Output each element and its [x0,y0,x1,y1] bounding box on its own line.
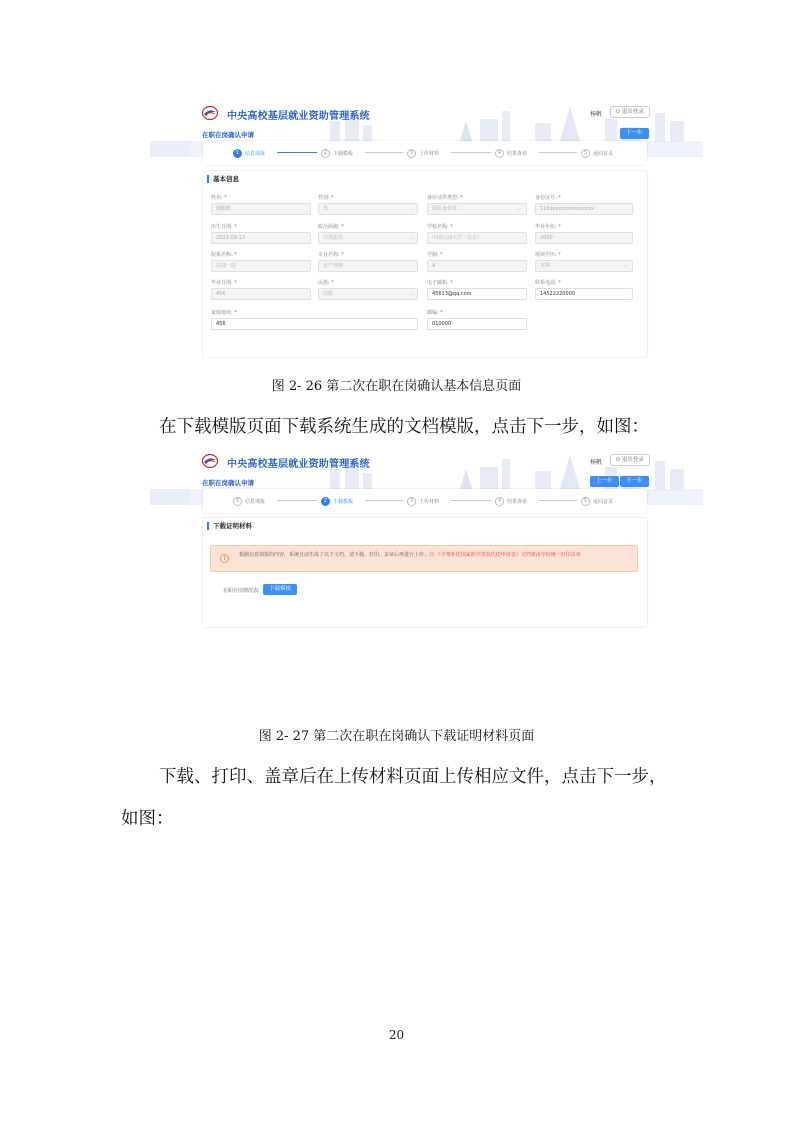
field-label: 联系电话: * [535,280,561,286]
section-title: 基本信息 [207,175,239,183]
figure-2-screenshot [150,449,703,711]
field-label: 院系名称: * [211,252,237,258]
chevron-down-icon: ⌄ [408,235,413,241]
field-input[interactable]: 居民身份证 ⌄ [427,203,527,215]
basic-info-card [203,171,647,357]
field-label: 现读学历: * [535,252,561,258]
field-label: 出生日期: * [211,224,237,230]
step-connector [365,152,403,153]
figure-2-caption: 图 2- 27 第二次在职在岗确认下载证明材料页面 [258,729,535,744]
step-connector [539,152,577,153]
field-input[interactable]: 本科 ⌄ [535,260,633,272]
field-input[interactable]: 45613@qq.com [427,288,527,300]
logout-button[interactable]: ⏻ 退出登录 [610,454,650,466]
step-1: 1 信息填报 [233,147,265,159]
step-2: 2 下载模板 [321,147,353,159]
field-label: 学校名称: * [427,224,453,230]
chevron-down-icon: ⌄ [408,291,413,297]
paragraph-1: 在下载模版页面下载系统生成的文档模版，点击下一步，如图： [159,417,649,437]
chevron-down-icon: ⌄ [517,206,522,212]
logo-icon [202,106,218,120]
field-input[interactable]: 石油一院 [211,260,311,272]
system-title: 中央高校基层就业资助管理系统 [227,459,370,470]
step-1: 1 信息填报 [233,495,265,507]
step-connector [451,500,491,501]
paragraph-2-line-2: 如图： [121,809,174,829]
user-name: 杨帆 [590,459,603,466]
step-connector [451,152,491,153]
field-input[interactable]: 杨帆帆 [211,203,311,215]
field-label: 身份证件类型: * [427,195,463,201]
notice-banner [210,545,638,572]
logout-icon: ⏻ [616,457,620,463]
field-input[interactable]: 456 [211,318,418,330]
step-3: 3 上传材料 [407,495,439,507]
field-input[interactable]: 4 [427,260,527,272]
field-label: 姓名: * [211,195,227,201]
step-connector [277,500,317,501]
warning-icon: ! [220,554,229,563]
step-connector [277,152,317,153]
field-label: 电子邮箱: * [427,280,453,286]
step-5: 5 返回首页 [581,147,613,159]
page-number: 20 [388,1028,405,1042]
field-input[interactable]: 2000 [535,232,633,244]
step-4: 4 结果查看 [495,495,527,507]
page-subtitle: 在职在岗确认申请 [202,131,254,139]
figure-1-caption: 图 2- 26 第二次在职在岗确认基本信息页面 [271,379,522,394]
field-label: 毕业年份: * [535,224,561,230]
field-label: 学制: * [427,252,443,258]
field-label: 毕业日期: * [211,280,237,286]
paragraph-2-line-1: 下载、打印、盖章后在上传材料页面上传相应文件，点击下一步， [159,767,667,787]
logout-icon: ⏻ [616,109,620,115]
field-input[interactable]: 14522220000 [535,288,633,300]
field-input[interactable]: 汉族 ⌄ [318,288,418,300]
prev-step-button[interactable]: 上一步 [590,476,619,487]
step-connector [539,500,577,501]
step-5: 5 返回首页 [581,495,613,507]
field-label: 邮编: * [427,310,443,316]
field-input[interactable]: 010000 [427,318,527,330]
download-card [203,518,647,627]
field-label: 政治面貌: * [318,224,344,230]
field-label: 身份证号: * [535,195,561,201]
step-2: 2 下载模板 [321,495,353,507]
next-step-button[interactable]: 下一步 [620,476,649,487]
notice-text: 根据信息填报的内容，系统自动生成了以下文档，请下载、打印、盖章后再进行上传；注:《学费补偿国家助学贷款代偿申请表》文档将由学校统一打印盖章 [239,552,581,558]
step-progress [203,141,647,165]
notice-note: 注:《学费补偿国家助学贷款代偿申请表》文档将由学校统一打印盖章 [429,552,581,558]
field-input[interactable]: 水产养殖 [318,260,418,272]
field-label: 家庭地址: * [211,310,237,316]
step-progress [203,489,647,513]
field-input[interactable]: 男 ⌄ [318,203,418,215]
field-input[interactable]: 110xxxxxxxxxxxxxxx [535,203,633,215]
download-template-button[interactable]: 下载模板 [263,584,297,595]
next-step-button[interactable]: 下一步 [620,128,649,139]
download-label: 在职在岗情况表: [223,588,260,594]
chevron-down-icon: ⌄ [623,263,628,269]
field-label: 民族: * [318,280,334,286]
field-input[interactable]: 共青团员 ⌄ [318,232,418,244]
field-label: 专业名称: * [318,252,344,258]
user-name: 杨帆 [590,111,603,118]
step-4: 4 结果查看 [495,147,527,159]
figure-1-screenshot [150,101,703,359]
logout-button[interactable]: ⏻ 退出登录 [610,106,650,118]
step-3: 3 上传材料 [407,147,439,159]
section-title: 下载证明材料 [207,522,252,530]
system-title: 中央高校基层就业资助管理系统 [227,111,370,122]
chevron-down-icon: ⌄ [408,206,413,212]
field-label: 性别: * [318,195,334,201]
step-connector [365,500,403,501]
field-input[interactable]: 2023-09-13 [211,232,311,244]
page-subtitle: 在职在岗确认申请 [202,479,254,487]
logo-icon [202,454,218,468]
field-input[interactable]: 456 [211,288,311,300]
field-input[interactable]: 中国石油大学（北京） [427,232,527,244]
